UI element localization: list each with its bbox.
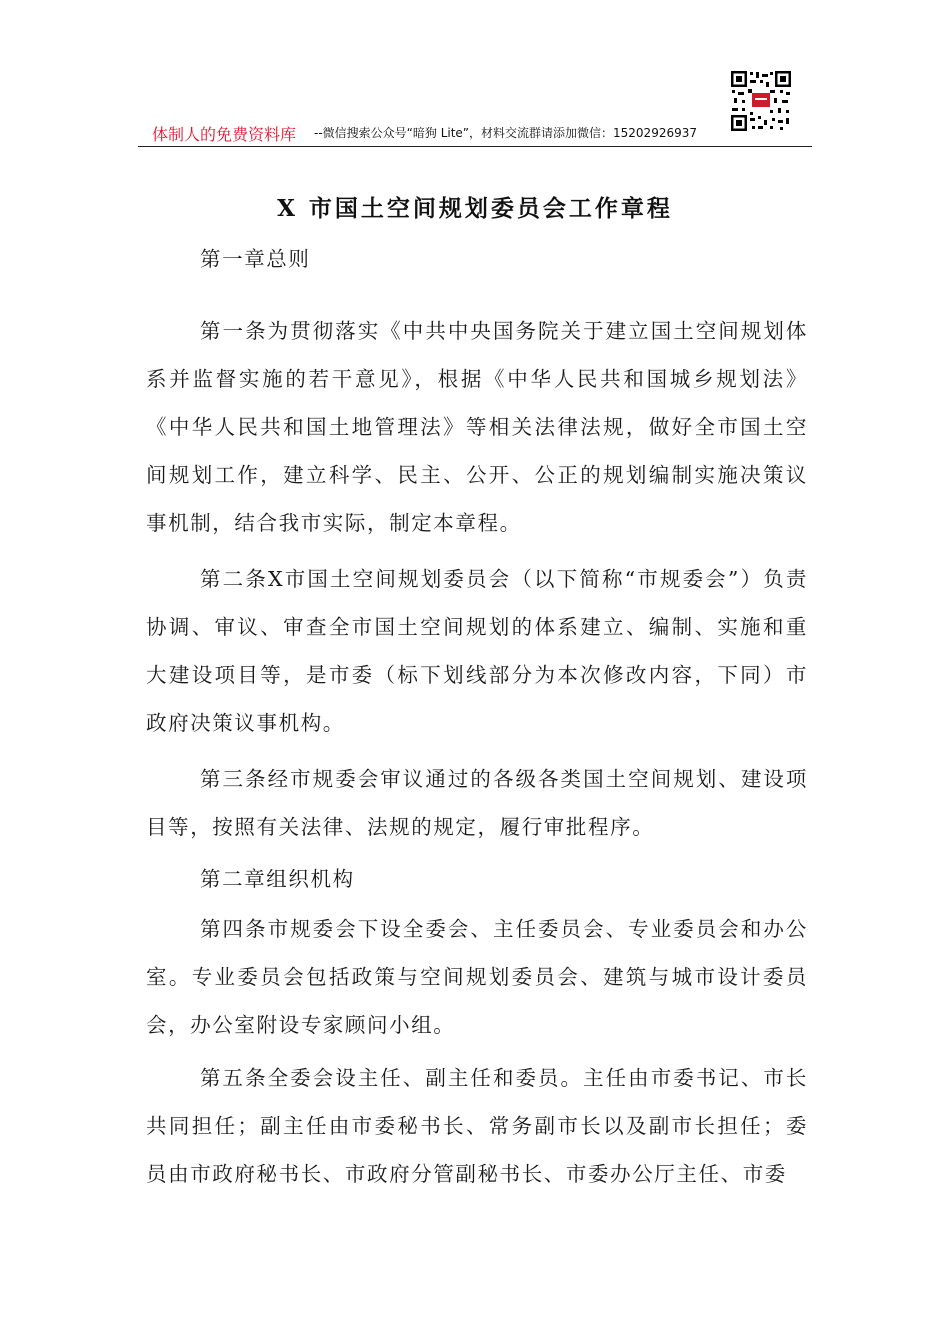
article-paragraph: 第一条为贯彻落实《中共中央国务院关于建立国土空间规划体系并监督实施的若干意见》，根据《中华人民共和国城乡规划法》《中华人民共和国土地管理法》等相关法律法规，做好全市国土空间规划工作，建立科学、民主、公开、公正的规划编制实施决策议事机制，结合我市实际，制定本章程。: [146, 319, 808, 535]
chapter-heading: 第一章总则: [200, 247, 311, 271]
qr-code-icon: [730, 70, 792, 132]
article-paragraph: 第五条全委会设主任、副主任和委员。主任由市委书记、市长共同担任；副主任由市委秘书长、常务副市长以及副市长担任；委员由市政府秘书长、市政府分管副秘书长、市委办公厅主任、市委: [146, 1066, 808, 1186]
header-note: --微信搜索公众号“暗狗 Lite”，材料交流群请添加微信：15202926937: [314, 126, 697, 140]
article-paragraph: 第三条经市规委会审议通过的各级各类国土空间规划、建设项目等，按照有关法律、法规的规定，履行审批程序。: [146, 767, 808, 839]
chapter-heading: 第二章组织机构: [200, 867, 355, 891]
document-title: X 市国土空间规划委员会工作章程: [277, 195, 673, 222]
article-paragraph: 第四条市规委会下设全委会、主任委员会、专业委员会和办公室。专业委员会包括政策与空间规划委员会、建筑与城市设计委员会，办公室附设专家顾问小组。: [146, 917, 808, 1037]
header-brand: 体制人的免费资料库: [152, 125, 297, 144]
page-header: [138, 118, 812, 147]
article-paragraph: 第二条X市国土空间规划委员会（以下简称“市规委会”）负责协调、审议、审查全市国土空间规划的体系建立、编制、实施和重大建设项目等，是市委（标下划线部分为本次修改内容，下同）市政府决策议事机构。: [146, 567, 808, 735]
